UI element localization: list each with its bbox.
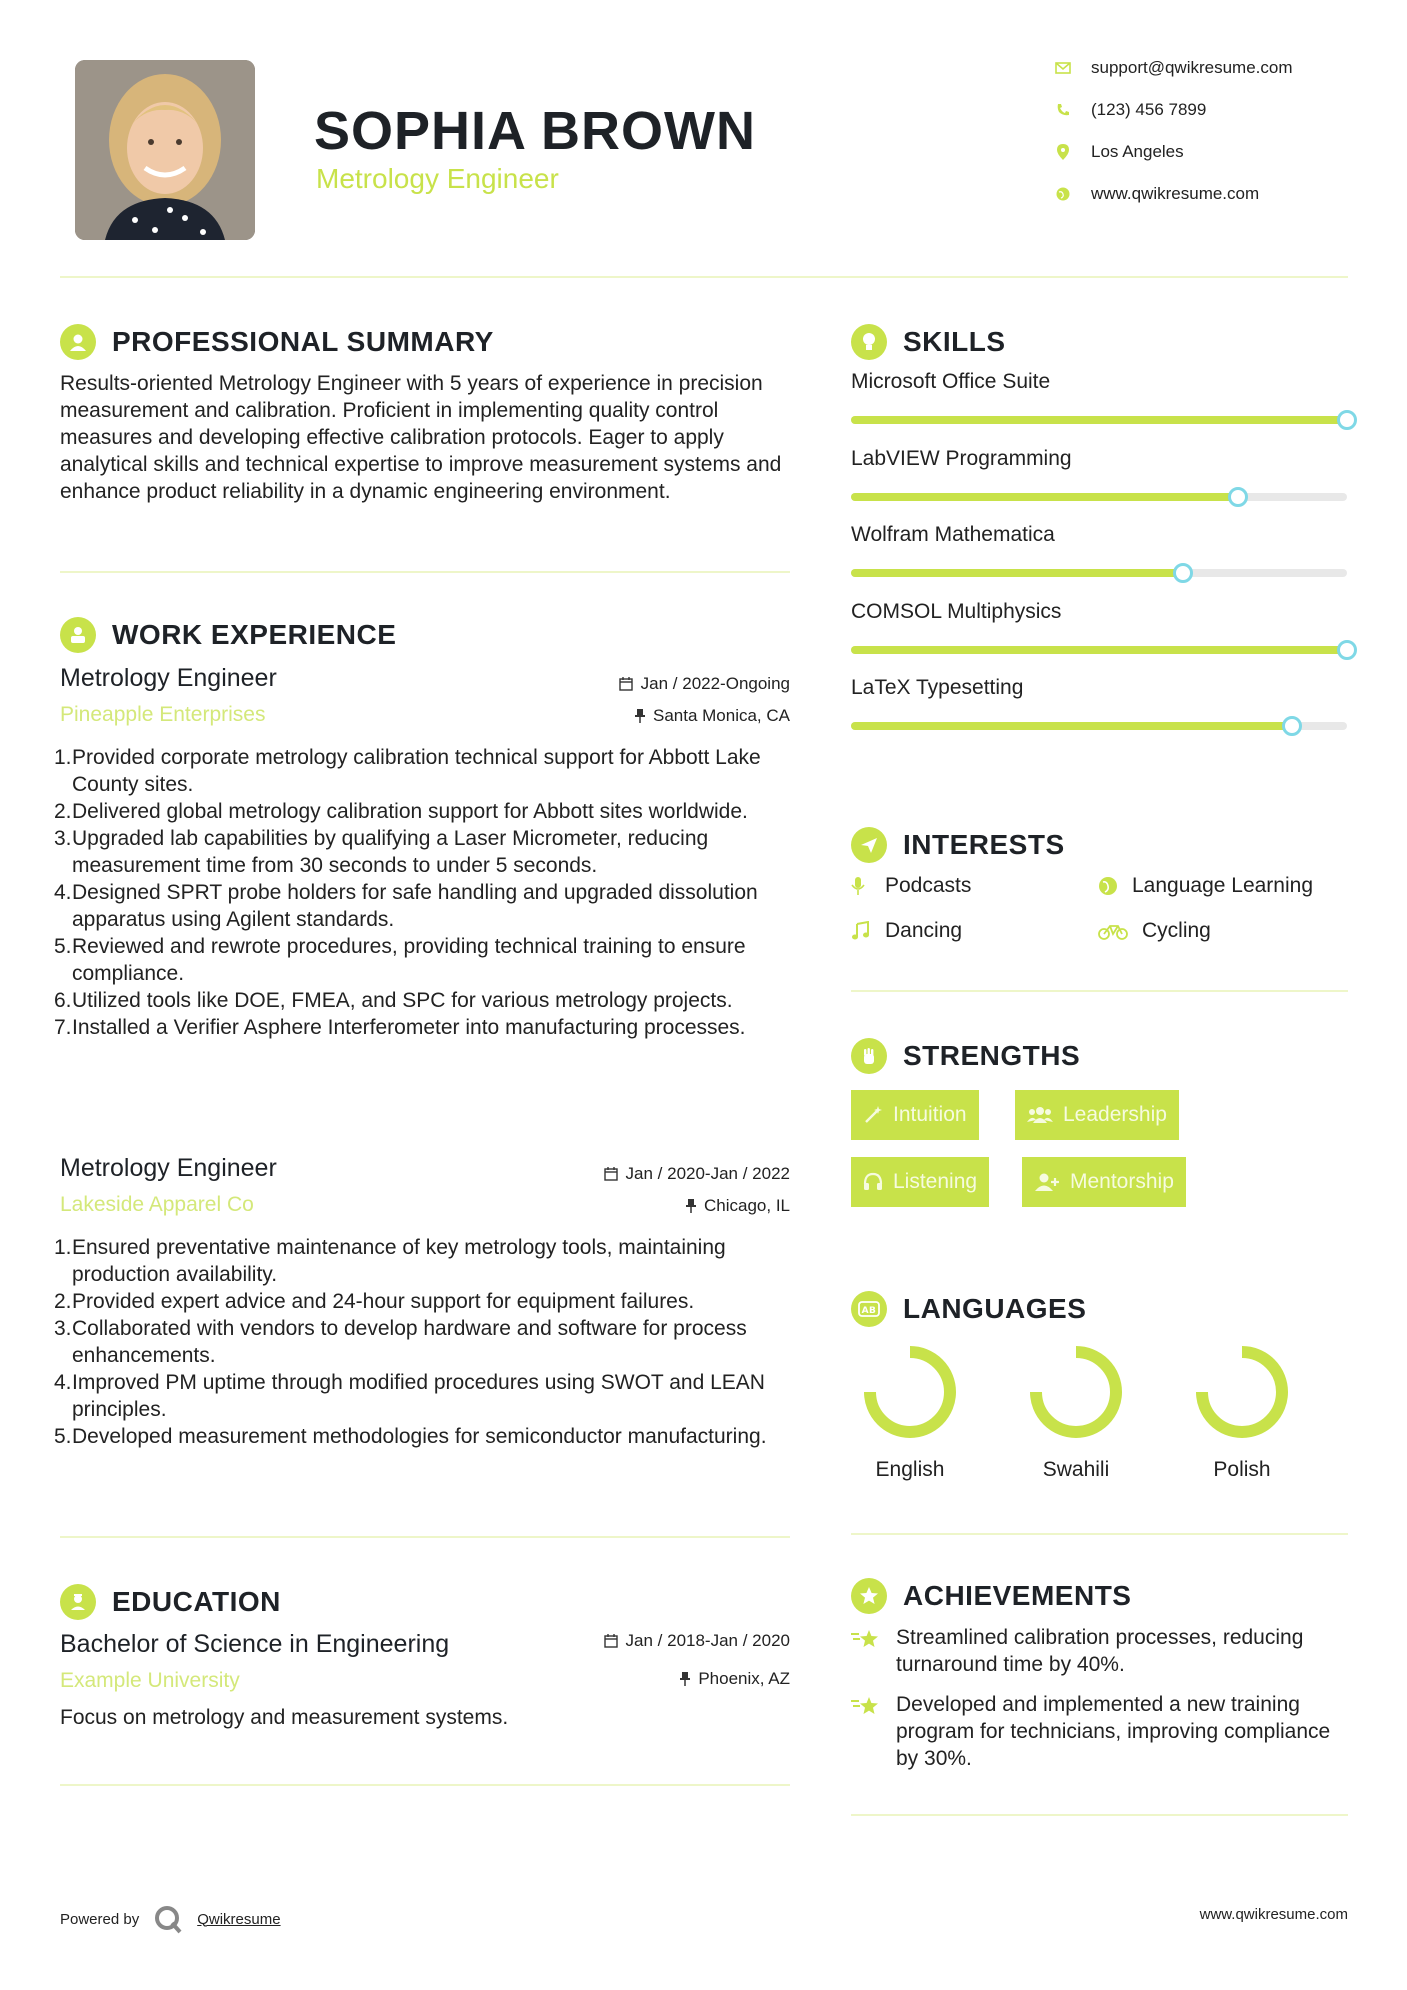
footer-powered xyxy=(60,1904,281,1934)
job-2-company: Lakeside Apparel Co xyxy=(60,1193,254,1216)
job-1-bullets xyxy=(54,744,794,1041)
interest-label: Podcasts xyxy=(885,874,972,897)
globe-icon xyxy=(1053,184,1073,204)
footer-website[interactable]: www.qwikresume.com xyxy=(1199,1906,1348,1923)
list-item: 5. Developed measurement methodologies for semiconductor manufacturing. xyxy=(54,1425,767,1448)
strengths-title: STRENGTHS xyxy=(903,1040,1081,1071)
skill-knob xyxy=(1173,563,1193,583)
skill-label: Wolfram Mathematica xyxy=(851,523,1055,546)
list-item: 7. Installed a Verifier Asphere Interferometer into manufacturing processes. xyxy=(54,1016,746,1039)
skills-title: SKILLS xyxy=(903,326,1006,357)
work-divider xyxy=(60,1536,790,1538)
achievements-heading xyxy=(851,1578,1131,1614)
summary-divider xyxy=(60,571,790,573)
languages-list xyxy=(840,1346,1350,1496)
candidate-role: Metrology Engineer xyxy=(316,163,559,194)
website-text: www.qwikresume.com xyxy=(1091,184,1260,203)
achievement-text: Streamlined calibration processes, reducing turnaround time by 40%. xyxy=(896,1626,1304,1676)
list-item: 1. Provided corporate metrology calibration technical support for Abbott Lake County sites. xyxy=(54,746,761,796)
interests-heading xyxy=(851,827,1065,863)
skills-heading xyxy=(851,324,1006,360)
job-2-location-text: Chicago, IL xyxy=(704,1196,790,1215)
interest-language-learning xyxy=(1098,874,1313,898)
list-item: 6. Utilized tools like DOE, FMEA, and SPC for various metrology projects. xyxy=(54,989,733,1012)
strength-tag-listening xyxy=(851,1157,989,1207)
language-ring xyxy=(1030,1346,1122,1438)
skill-item xyxy=(851,447,1351,524)
pushpin-icon xyxy=(680,1672,690,1686)
skill-item xyxy=(851,600,1351,677)
strength-label: Mentorship xyxy=(1070,1170,1174,1193)
star-badge-icon xyxy=(851,1578,887,1614)
star-icon xyxy=(851,1624,896,1678)
skill-item xyxy=(851,370,1351,447)
user-plus-icon xyxy=(1034,1172,1060,1192)
list-item: 4. Designed SPRT probe holders for safe handling and upgraded dissolution apparatus using Agilent standards. xyxy=(54,881,758,931)
skills-list xyxy=(851,370,1351,753)
calendar-icon xyxy=(604,1634,618,1648)
work-title: WORK EXPERIENCE xyxy=(112,619,397,650)
achievements-title: ACHIEVEMENTS xyxy=(903,1580,1132,1611)
list-item: 1. Ensured preventative maintenance of key metrology tools, maintaining production availability. xyxy=(54,1236,726,1286)
job-2-dates-text: Jan / 2020-Jan / 2022 xyxy=(625,1164,790,1183)
interest-cycling xyxy=(1098,919,1211,943)
candidate-name: SOPHIA BROWN xyxy=(314,101,756,161)
skill-fill xyxy=(851,722,1292,730)
graduation-icon xyxy=(60,1584,96,1620)
strength-label: Listening xyxy=(893,1170,978,1193)
job-1-dates xyxy=(470,674,790,694)
education-degree: Bachelor of Science in Engineering xyxy=(60,1630,450,1658)
skill-fill xyxy=(851,569,1183,577)
interest-label: Language Learning xyxy=(1132,874,1314,897)
headphones-icon xyxy=(863,1172,883,1192)
skill-knob xyxy=(1228,487,1248,507)
strength-label: Leadership xyxy=(1063,1103,1167,1126)
pushpin-icon xyxy=(635,709,645,723)
contact-email[interactable] xyxy=(1053,58,1293,78)
envelope-icon xyxy=(1053,58,1073,78)
lightbulb-icon xyxy=(851,324,887,360)
phone-text: (123) 456 7899 xyxy=(1091,100,1207,119)
calendar-icon xyxy=(604,1167,618,1181)
education-location-text: Phoenix, AZ xyxy=(698,1669,790,1688)
summary-heading xyxy=(60,324,494,360)
strengths-heading xyxy=(851,1038,1080,1074)
languages-heading xyxy=(851,1291,1086,1327)
interests-divider xyxy=(851,990,1348,992)
job-1-location xyxy=(470,706,790,726)
profile-photo xyxy=(75,60,255,240)
education-title: EDUCATION xyxy=(112,1586,281,1617)
achievement-item xyxy=(851,1624,1331,1678)
job-2-bullets xyxy=(54,1234,794,1450)
phone-icon xyxy=(1053,100,1073,120)
languages-divider xyxy=(851,1533,1348,1535)
interest-label: Dancing xyxy=(885,919,963,942)
skill-label: LaTeX Typesetting xyxy=(851,676,1024,699)
svg-text:AB: AB xyxy=(861,1306,877,1316)
achievement-item xyxy=(851,1691,1331,1772)
location-text: Los Angeles xyxy=(1091,142,1184,161)
hand-icon xyxy=(851,1038,887,1074)
strength-label: Intuition xyxy=(893,1103,967,1126)
skill-fill xyxy=(851,646,1347,654)
job-2-title: Metrology Engineer xyxy=(60,1154,277,1182)
strength-tag-mentorship xyxy=(1022,1157,1186,1207)
list-item: 3. Collaborated with vendors to develop hardware and software for process enhancements. xyxy=(54,1317,747,1367)
calendar-icon xyxy=(619,677,633,691)
language-label: English xyxy=(875,1458,945,1481)
skill-bar xyxy=(851,569,1347,577)
language-label: Swahili xyxy=(1042,1458,1110,1481)
job-2-location xyxy=(470,1196,790,1216)
translate-icon xyxy=(851,1291,887,1327)
education-divider xyxy=(60,1784,790,1786)
achievements-divider xyxy=(851,1814,1348,1816)
skill-label: COMSOL Multiphysics xyxy=(851,599,1062,623)
job-1-location-text: Santa Monica, CA xyxy=(652,706,790,725)
list-item: 5. Reviewed and rewrote procedures, providing technical training to ensure compliance. xyxy=(54,935,746,985)
languages-title: LANGUAGES xyxy=(903,1293,1087,1324)
interest-podcasts xyxy=(851,874,971,898)
skill-label: LabVIEW Programming xyxy=(851,446,1072,470)
job-2-dates xyxy=(470,1164,790,1184)
education-location xyxy=(470,1669,790,1689)
list-item: 3. Upgraded lab capabilities by qualifying a Laser Micrometer, reducing measurement time from 30 seconds to under 5 seconds. xyxy=(54,827,709,877)
language-label: Polish xyxy=(1213,1458,1271,1481)
list-item: 2. Delivered global metrology calibration support for Abbott sites worldwide. xyxy=(54,800,748,823)
interest-label: Cycling xyxy=(1142,919,1211,942)
skill-knob xyxy=(1337,410,1357,430)
list-item: 2. Provided expert advice and 24-hour support for equipment failures. xyxy=(54,1290,695,1313)
work-heading xyxy=(60,617,396,653)
contact-location xyxy=(1053,142,1184,162)
users-icon xyxy=(1027,1105,1053,1125)
magic-wand-icon xyxy=(863,1105,883,1125)
briefcase-icon xyxy=(60,617,96,653)
achievement-text: Developed and implemented a new training program for technicians, improving compliance by 30%. xyxy=(896,1693,1331,1770)
summary-text: Results-oriented Metrology Engineer with 5 years of experience in precision measurement and calibration. Proficient in implementing quality control measures and developing effective calibration protocols. Eager to apply analytical skills and technical expertise to improve measurement systems and enhance product reliability in a dynamic engineering environment. xyxy=(60,372,782,503)
summary-title: PROFESSIONAL SUMMARY xyxy=(112,326,494,357)
skill-fill xyxy=(851,493,1238,501)
job-1-company: Pineapple Enterprises xyxy=(60,703,266,726)
skill-knob xyxy=(1337,640,1357,660)
qwikresume-logo-icon xyxy=(153,1904,183,1934)
skill-item xyxy=(851,523,1351,600)
language-ring xyxy=(864,1346,956,1438)
education-school: Example University xyxy=(60,1669,240,1692)
globe-icon xyxy=(1098,876,1120,896)
skill-bar xyxy=(851,722,1347,730)
education-heading xyxy=(60,1584,281,1620)
music-note-icon xyxy=(851,921,873,941)
skill-bar xyxy=(851,493,1347,501)
language-ring xyxy=(1196,1346,1288,1438)
interests-title: INTERESTS xyxy=(903,829,1065,860)
user-icon xyxy=(60,324,96,360)
paper-plane-icon xyxy=(851,827,887,863)
brand-link[interactable]: Qwikresume xyxy=(197,1910,281,1928)
skill-knob xyxy=(1282,716,1302,736)
job-1-dates-text: Jan / 2022-Ongoing xyxy=(640,674,790,693)
skill-fill xyxy=(851,416,1347,424)
skill-item xyxy=(851,676,1351,753)
education-dates-text: Jan / 2018-Jan / 2020 xyxy=(625,1631,790,1650)
bicycle-icon xyxy=(1098,922,1130,940)
contact-website[interactable] xyxy=(1053,184,1259,204)
pushpin-icon xyxy=(686,1199,696,1213)
microphone-icon xyxy=(851,876,873,896)
education-note: Focus on metrology and measurement systems. xyxy=(60,1706,509,1729)
interest-dancing xyxy=(851,919,962,943)
strength-tag-intuition xyxy=(851,1090,979,1140)
header-divider xyxy=(60,276,1348,278)
skill-bar xyxy=(851,646,1347,654)
list-item: 4. Improved PM uptime through modified procedures using SWOT and LEAN principles. xyxy=(54,1371,765,1421)
skill-label: Microsoft Office Suite xyxy=(851,370,1051,393)
star-icon xyxy=(851,1691,896,1772)
strength-tag-leadership xyxy=(1015,1090,1179,1140)
map-pin-icon xyxy=(1053,142,1073,162)
job-1-title: Metrology Engineer xyxy=(60,664,277,692)
skill-bar xyxy=(851,416,1347,424)
contact-phone[interactable] xyxy=(1053,100,1206,120)
powered-by-text: Powered by xyxy=(60,1910,140,1928)
email-text: support@qwikresume.com xyxy=(1091,58,1293,77)
education-dates xyxy=(470,1631,790,1651)
